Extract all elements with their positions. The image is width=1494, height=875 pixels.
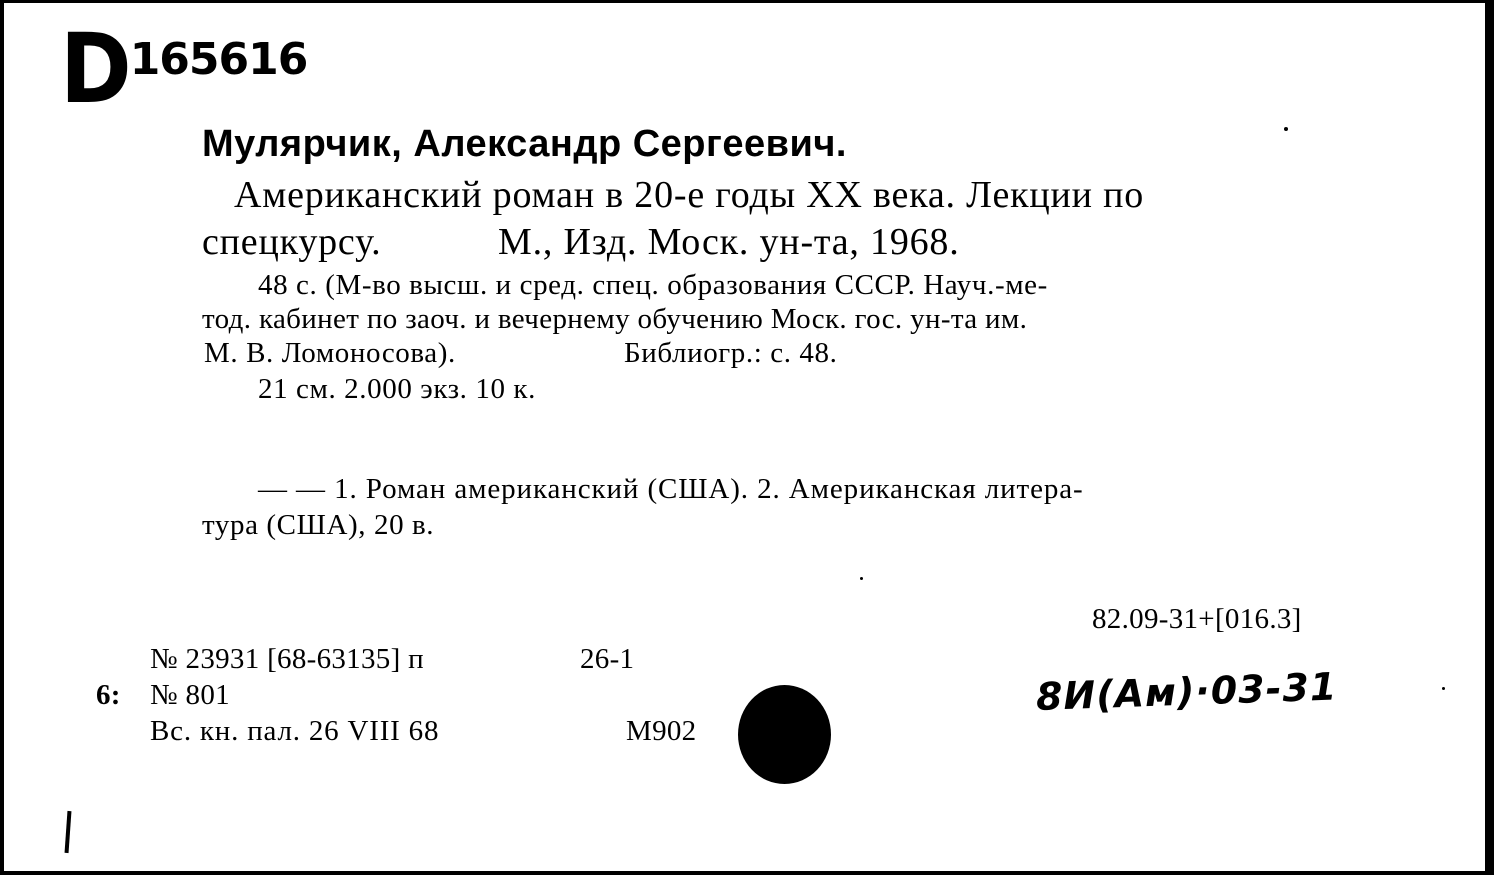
physical-description: 21 см. 2.000 экз. 10 к. [258, 373, 536, 405]
book-chamber-line: Вс. кн. пал. 26 VIII 68 [150, 715, 440, 747]
margin-pencil-mark [65, 811, 72, 853]
bibliography-note: Библиогр.: с. 48. [624, 337, 838, 369]
book-number: № 801 [150, 679, 230, 711]
ink-speck [1442, 687, 1445, 690]
ink-speck [860, 577, 863, 580]
subjects-line-2: тура (США), 20 в. [202, 509, 435, 541]
title-line-1: Американский роман в 20-е годы XX века. Лекции по [234, 174, 1145, 216]
record-suffix: 26-1 [580, 643, 635, 675]
punch-hole [738, 685, 831, 784]
record-number: № 23931 [68-63135] п [150, 643, 424, 675]
classification-code: 82.09-31+[016.3] [1092, 603, 1302, 635]
handwritten-classification: 8И(Ам)·03-31 [1035, 664, 1339, 719]
imprint: М., Изд. Моск. ун-та, 1968. [498, 221, 960, 263]
author-heading: Мулярчик, Александр Сергеевич. [202, 123, 847, 165]
ink-speck [1284, 127, 1288, 131]
call-number-digits: 165616 [129, 34, 308, 85]
description-line-1: 48 с. (М-во высш. и сред. спец. образования СССР. Науч.-ме- [258, 269, 1048, 301]
prefix-mark: 6: [96, 679, 121, 711]
description-line-2: тод. кабинет по заоч. и вечернему обучению Моск. гос. ун-та им. [202, 303, 1028, 335]
subjects-line-1: — — 1. Роман американский (США). 2. Американская литера- [258, 473, 1084, 505]
title-line-2a: спецкурсу. [202, 221, 382, 263]
call-number-letter: D [60, 13, 127, 125]
call-number [60, 13, 308, 125]
description-line-3a: М. В. Ломоносова). [204, 337, 456, 369]
print-code: М902 [626, 715, 697, 747]
